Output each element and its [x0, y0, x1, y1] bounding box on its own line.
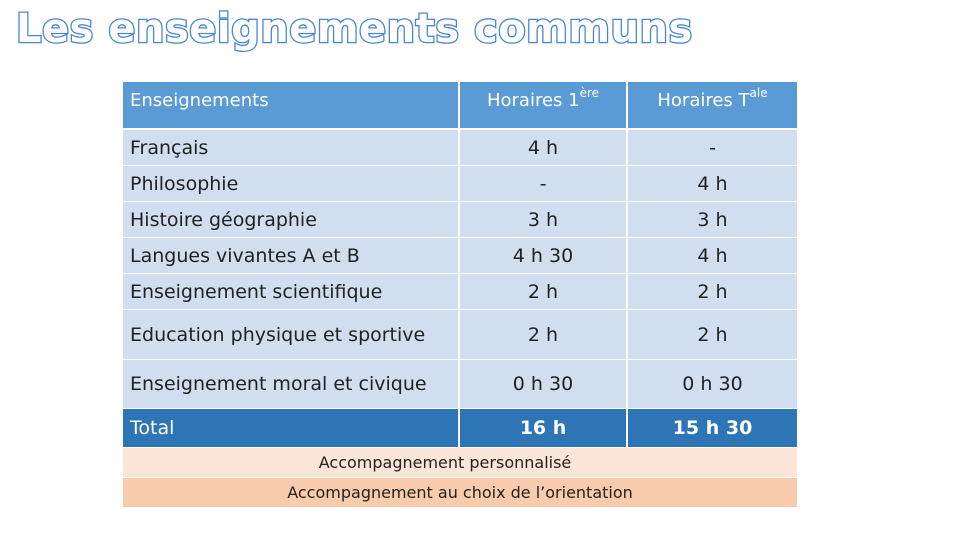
total-label: Total	[130, 417, 175, 439]
subject-cell: Enseignement moral et civique	[130, 373, 427, 395]
table-header-row	[123, 82, 797, 130]
total-terminale: 15 h 30	[626, 409, 797, 447]
table-row	[123, 310, 797, 360]
subject-cell: Français	[130, 136, 209, 159]
accompaniment-orientation-label: Accompagnement au choix de l’orientation	[287, 483, 633, 502]
terminale-hours-cell: 0 h 30	[626, 360, 797, 408]
header-subjects	[123, 82, 458, 128]
page-title: Les enseignements communs	[16, 6, 693, 52]
schedule-table	[123, 82, 797, 507]
header-terminale	[626, 82, 797, 128]
terminale-hours-cell: 2 h	[626, 310, 797, 359]
first-hours-cell: 0 h 30	[458, 360, 626, 408]
first-hours-cell: 2 h	[458, 310, 626, 359]
terminale-hours-cell: 2 h	[626, 274, 797, 309]
subject-cell: Philosophie	[130, 172, 239, 195]
accompaniment-orientation-row	[123, 477, 797, 507]
terminale-hours-cell: -	[626, 130, 797, 165]
first-hours-cell: -	[458, 166, 626, 201]
first-hours-cell: 4 h 30	[458, 238, 626, 273]
subject-cell: Histoire géographie	[130, 208, 317, 231]
header-subjects-label: Enseignements	[130, 90, 269, 111]
terminale-hours-cell: 4 h	[626, 238, 797, 273]
table-row	[123, 274, 797, 310]
terminale-hours-cell: 3 h	[626, 202, 797, 237]
subject-cell: Langues vivantes A et B	[130, 244, 360, 267]
header-terminale-label: Horaires T	[657, 90, 750, 111]
total-first: 16 h	[458, 409, 626, 447]
accompaniment-personalized-label: Accompagnement personnalisé	[318, 453, 572, 472]
table-row	[123, 130, 797, 166]
accompaniment-personalized-row	[123, 447, 797, 477]
table-row	[123, 360, 797, 409]
header-first-sup: ère	[579, 86, 600, 100]
table-row	[123, 166, 797, 202]
table-row	[123, 202, 797, 238]
first-hours-cell: 4 h	[458, 130, 626, 165]
table-row	[123, 238, 797, 274]
total-row	[123, 409, 797, 447]
header-terminale-sup: ale	[749, 86, 768, 100]
header-first-year	[458, 82, 626, 128]
terminale-hours-cell: 4 h	[626, 166, 797, 201]
header-first-label: Horaires 1	[486, 90, 580, 111]
first-hours-cell: 3 h	[458, 202, 626, 237]
first-hours-cell: 2 h	[458, 274, 626, 309]
subject-cell: Education physique et sportive	[130, 323, 426, 346]
subject-cell: Enseignement scientifique	[130, 280, 383, 303]
